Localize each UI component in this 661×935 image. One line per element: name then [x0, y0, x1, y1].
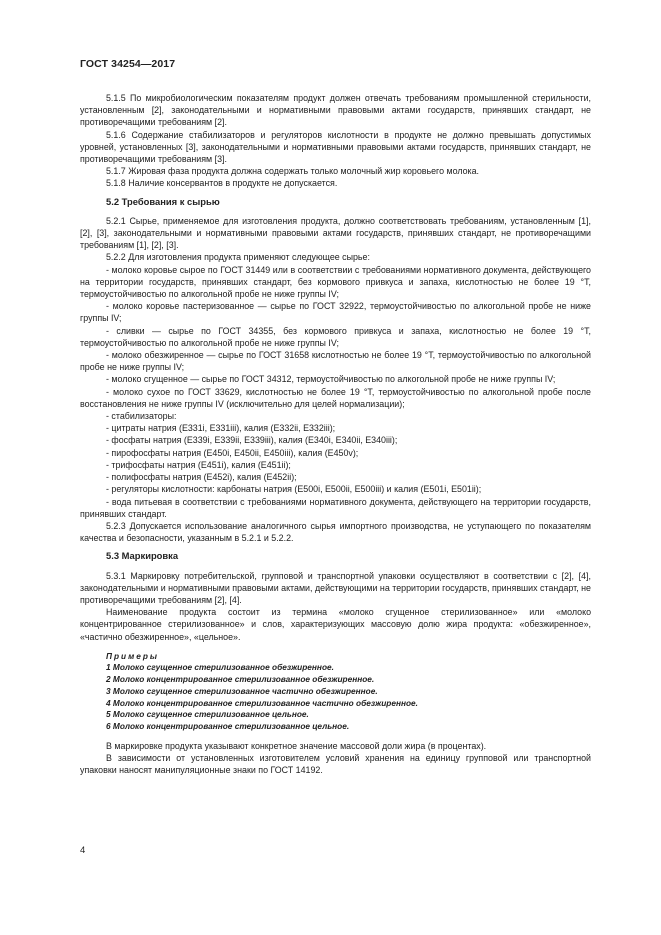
example-item: 1 Молоко сгущенное стерилизованное обезжиренное.	[106, 662, 334, 673]
clause-5-1-5: 5.1.5 По микробиологическим показателям продукт должен отвечать требованиям промышленной стерильности, установленным [2], законодательными и нормативными правовыми актами государств, принявших стандарт, не противоречащими требованиям [2].	[80, 93, 591, 128]
list-item: - вода питьевая в соответствии с требованиями нормативного документа, действующего на территории государств, принявших стандарт.	[80, 496, 591, 519]
list-item: - фосфаты натрия (Е339i, Е339ii, Е339iii), калия (Е340i, Е340ii, Е340iii);	[106, 435, 398, 446]
clause-5-2-1: 5.2.1 Сырье, применяемое для изготовления продукта, должно соответствовать требованиям, установленным [1], [2], [3], законодательными и нормативными правовыми актами государств, принявших стандарт, не противоречащими требованиям [1], [2], [3].	[80, 215, 591, 251]
example-item: 6 Молоко концентрированное стерилизованное цельное.	[106, 720, 350, 731]
example-item: 4 Молоко концентрированное стерилизованное частично обезжиренное.	[106, 697, 418, 708]
list-item: - молоко обезжиренное — сырье по ГОСТ 31658 кислотностью не более 19 °Т, термоустойчивостью по алкогольной пробе не ниже группы IV;	[80, 350, 591, 373]
section-heading-raw-materials: 5.2 Требования к сырью	[106, 195, 220, 207]
clause-5-1-8: 5.1.8 Наличие консервантов в продукте не допускается.	[106, 178, 338, 189]
clause-5-2-3: 5.2.3 Допускается использование аналогичного сырья импортного производства, не уступающего по показателям качества и безопасности, указанным в 5.2.1 и 5.2.2.	[80, 520, 591, 544]
list-item: - регуляторы кислотности: карбонаты натрия (Е500i, Е500ii, Е500iii) и калия (Е501i, Е501ii);	[106, 484, 482, 495]
page-body	[80, 92, 591, 776]
list-item: - полифосфаты натрия (Е452i), калия (Е452ii);	[106, 472, 297, 483]
list-item: - молоко сгущенное — сырье по ГОСТ 34312, термоустойчивостью по алкогольной пробе не ниже группы IV;	[106, 374, 556, 385]
example-item: 2 Молоко концентрированное стерилизованное обезжиренное.	[106, 674, 375, 685]
list-item: - молоко коровье пастеризованное — сырье по ГОСТ 32922, термоустойчивостью по алкогольной пробе не ниже группы IV;	[80, 301, 591, 324]
list-item: - трифосфаты натрия (Е451i), калия (Е451ii);	[106, 459, 291, 470]
list-item: - сливки — сырье по ГОСТ 34355, без кормового привкуса и запаха, кислотностью не более 19 °Т, термоустойчивостью по алкогольной пробе не ниже группы IV;	[80, 325, 591, 348]
example-item: 5 Молоко сгущенное стерилизованное цельное.	[106, 709, 309, 720]
list-item: - стабилизаторы:	[106, 411, 177, 422]
clause-5-2-2: 5.2.2 Для изготовления продукта применяют следующее сырье:	[106, 252, 370, 263]
handling-signs-paragraph: В зависимости от установленных изготовителем условий хранения на единицу групповой или транспортной упаковки наносят манипуляционные знаки по ГОСТ 14192.	[80, 752, 591, 776]
clause-5-3-1: 5.3.1 Маркировку потребительской, групповой и транспортной упаковки осуществляют в соответствии с [2], [4], законодательными и нормативными правовыми актами, действующими на территории государств, принявших стандарт, не противоречащими требованиям [2], [4].	[80, 570, 591, 605]
page-number: 4	[80, 845, 86, 856]
product-name-paragraph: Наименование продукта состоит из термина «молоко сгущенное стерилизованное» или «молоко концентрированное стерилизованное» и слов, характеризующих массовую долю жира продукта: «обезжиренное», «частично обезжиренное», «цельное».	[80, 607, 591, 642]
list-item: - молоко сухое по ГОСТ 33629, кислотностью не более 19 °Т, термоустойчивостью по алкогольной пробе после восстановления не ниже группы IV (исключительно для целей нормализации);	[80, 386, 591, 409]
document-code: ГОСТ 34254—2017	[80, 58, 176, 70]
fat-marking-paragraph: В маркировке продукта указывают конкретное значение массовой доли жира (в процентах).	[106, 740, 487, 751]
clause-5-1-7: 5.1.7 Жировая фаза продукта должна содержать только молочный жир коровьего молока.	[106, 166, 480, 177]
list-item: - цитраты натрия (Е331i, Е331iii), калия (Е332ii, Е332iii);	[106, 423, 336, 434]
section-heading-marking: 5.3 Маркировка	[106, 550, 179, 562]
example-item: 3 Молоко сгущенное стерилизованное частично обезжиренное.	[106, 685, 378, 696]
list-item: - молоко коровье сырое по ГОСТ 31449 или в соответствии с требованиями нормативного документа, действующего на территории государств, принявших стандарт, без кормового привкуса и запаха, кислотностью не более 19 °Т, термоустойчивостью по алкогольной пробе не ниже группы IV;	[80, 264, 591, 300]
list-item: - пирофосфаты натрия (Е450i, Е450ii, Е450iii), калия (Е450v);	[106, 447, 359, 458]
examples-title: Примеры	[106, 650, 160, 661]
clause-5-1-6: 5.1.6 Содержание стабилизаторов и регуляторов кислотности в продукте не должно превышать допустимых уровней, установленных [3], законодательными и нормативными правовыми актами государств, принявших стандарт, не противоречащими требованиям [3].	[80, 129, 591, 165]
